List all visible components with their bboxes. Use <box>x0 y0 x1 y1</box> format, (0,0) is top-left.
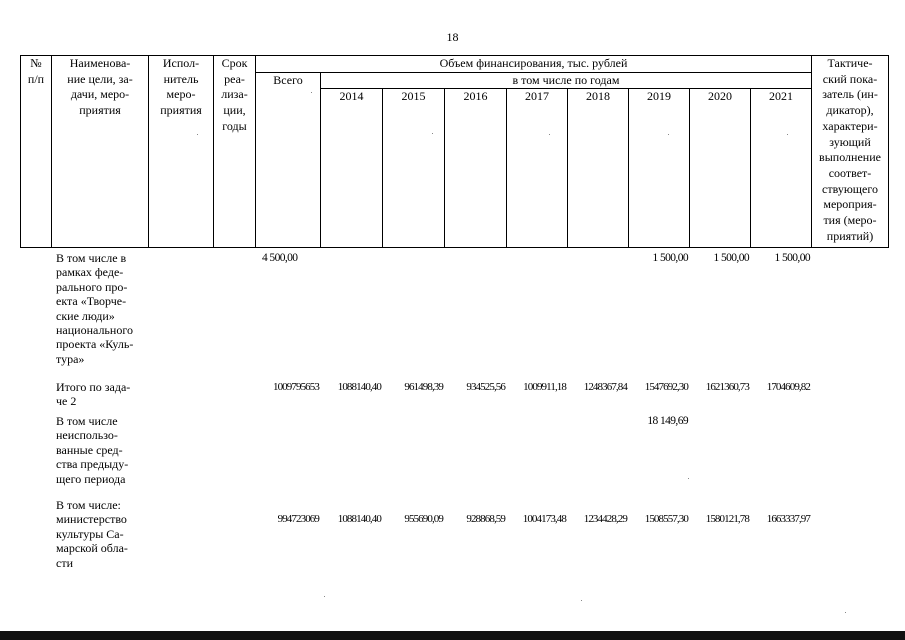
header-total: Всего <box>256 72 321 248</box>
header-term: Срок реа- лиза- ции, годы <box>214 56 256 248</box>
header-funding-title: Объем финансирования, тыс. рублей <box>256 56 812 73</box>
row-value-2015 <box>382 251 444 380</box>
row-total: 1009795653 <box>272 381 319 393</box>
row-value-2015: 961498,39 <box>404 381 443 393</box>
row-value-2014: 1088140,40 <box>337 381 381 393</box>
table-row <box>20 498 888 578</box>
row-value-2017 <box>506 251 567 380</box>
row-value-2018: 1248367,84 <box>583 381 627 393</box>
header-year-2016: 2016 <box>445 89 507 248</box>
scan-bottom-edge <box>0 631 905 640</box>
header-year-2021: 2021 <box>751 89 812 248</box>
row-name: В том числе: министерство культуры Са- марской обла- сти <box>56 498 128 570</box>
row-value-2021: 1663337,97 <box>766 513 810 525</box>
row-value-2015: 955690,09 <box>404 513 443 525</box>
header-indicator: Тактиче- ский пока- затель (ин- дикатор), характери- зующий выполнение соответ- ствующего мероприя- тия (меро- приятий) <box>812 56 889 248</box>
row-value-2020: 1 500,00 <box>713 252 749 264</box>
scan-speck <box>432 133 433 134</box>
row-value-2020: 1580121,78 <box>705 513 749 525</box>
row-value-2017 <box>506 414 567 498</box>
row-value-2016 <box>444 251 506 380</box>
row-value-2014: 1088140,40 <box>337 513 381 525</box>
scan-speck <box>668 134 669 135</box>
row-value-2016: 934525,56 <box>466 381 505 393</box>
scan-speck <box>787 134 788 135</box>
scan-speck <box>581 600 582 601</box>
row-value-2021: 1 500,00 <box>774 252 810 264</box>
header-year-2014: 2014 <box>321 89 383 248</box>
header-executor: Испол- нитель меро- приятия <box>149 56 214 248</box>
row-value-2014 <box>320 251 382 380</box>
scan-speck <box>197 134 198 135</box>
scan-speck <box>688 478 689 479</box>
table-row <box>20 380 888 414</box>
row-value-2018 <box>567 414 628 498</box>
row-value-2021: 1704609,82 <box>766 381 810 393</box>
header-name: Наименова- ние цели, за- дачи, меро- приятия <box>52 56 149 248</box>
row-total <box>255 414 320 498</box>
scan-speck <box>549 134 550 135</box>
table-header <box>20 55 889 248</box>
header-year-2020: 2020 <box>690 89 751 248</box>
row-value-2018 <box>567 251 628 380</box>
row-value-2020: 1621360,73 <box>705 381 749 393</box>
header-year-2018: 2018 <box>568 89 629 248</box>
table-body <box>20 251 888 578</box>
row-total: 4 500,00 <box>262 252 298 264</box>
row-name: Итого по зада- че 2 <box>56 380 131 409</box>
page-number: 18 <box>446 30 459 44</box>
row-value-2021 <box>750 414 811 498</box>
row-name: В том числе в рамках феде- рального про- екта «Творче- ские люди» национального проекта «Куль- тура» <box>56 251 134 366</box>
row-value-2015 <box>382 414 444 498</box>
table-row <box>20 251 888 380</box>
scan-speck <box>845 612 846 613</box>
row-name: В том числе неиспользо- ванные сред- ства предыду- щего периода <box>56 414 129 486</box>
row-value-2016: 928868,59 <box>466 513 505 525</box>
header-year-2015: 2015 <box>383 89 445 248</box>
scan-speck <box>311 92 312 93</box>
scan-speck <box>324 596 325 597</box>
header-year-2017: 2017 <box>507 89 568 248</box>
row-value-2019: 1547692,30 <box>644 381 688 393</box>
row-value-2017: 1004173,48 <box>522 513 566 525</box>
row-value-2019: 18 149,69 <box>647 415 688 427</box>
header-by-years: в том числе по годам <box>321 72 812 89</box>
row-value-2019: 1508557,30 <box>644 513 688 525</box>
row-value-2018: 1234428,29 <box>583 513 627 525</box>
header-num: № п/п <box>21 56 52 248</box>
row-value-2019: 1 500,00 <box>652 252 688 264</box>
row-value-2014 <box>320 414 382 498</box>
row-value-2016 <box>444 414 506 498</box>
row-value-2017: 1009911,18 <box>523 381 566 393</box>
header-year-2019: 2019 <box>629 89 690 248</box>
table-row <box>20 414 888 498</box>
row-value-2020 <box>689 414 750 498</box>
row-total: 994723069 <box>277 513 319 525</box>
